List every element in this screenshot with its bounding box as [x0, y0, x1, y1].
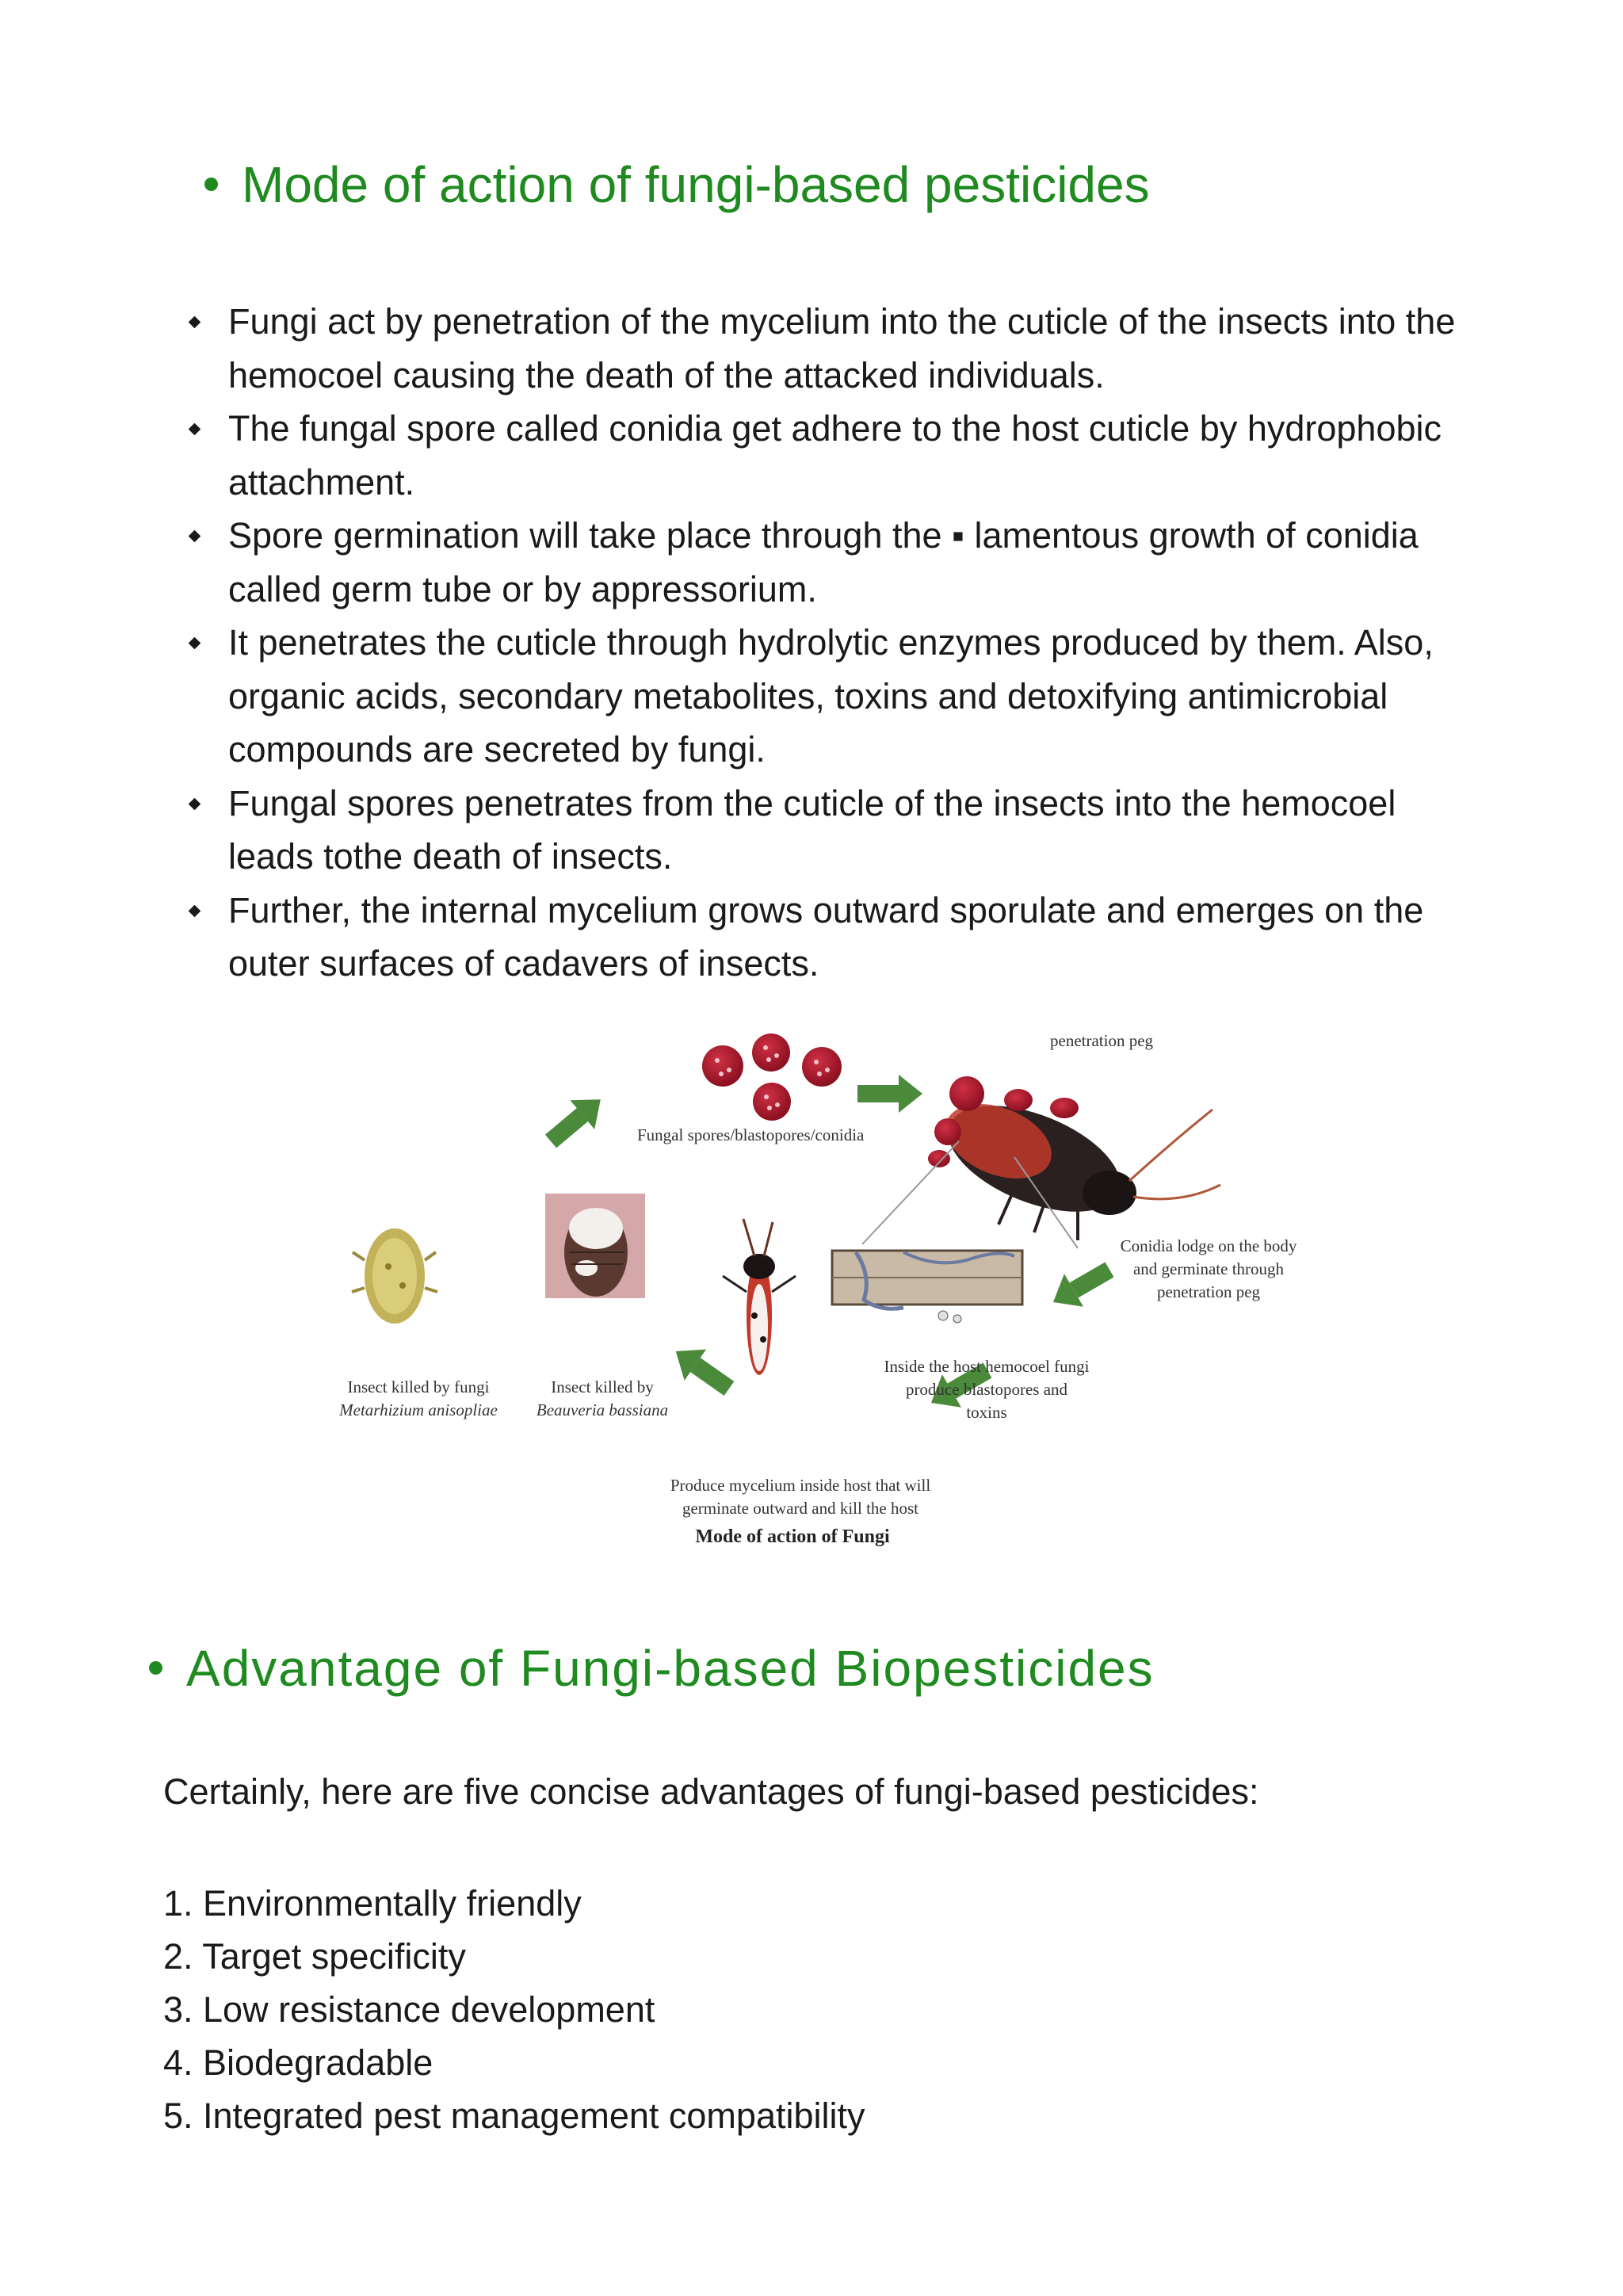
caption-line: germinate outward and kill the host: [682, 1499, 918, 1518]
species-name: Beauveria bassiana: [536, 1400, 669, 1419]
section-heading-advantages: [149, 1639, 1155, 1698]
diamond-bullet-icon: [189, 316, 201, 329]
advantages-intro: Certainly, here are five concise advantages of fungi-based pesticides:: [163, 1771, 1259, 1812]
diamond-bullet-icon: [189, 423, 201, 436]
heading-text: Advantage of Fungi-based Biopesticides: [186, 1640, 1155, 1697]
caption-line: Insect killed by fungi: [347, 1377, 490, 1396]
spores-cluster: [702, 1033, 842, 1121]
hemocoel-label: [864, 1355, 1109, 1424]
penetration-peg-label: penetration peg: [1050, 1031, 1154, 1050]
infected-insect-icon: [723, 1219, 796, 1375]
section-heading-mode-of-action: [204, 155, 1150, 214]
conidia-lodge-label: [1109, 1235, 1308, 1304]
list-item: 5. Integrated pest management compatibility: [163, 2095, 865, 2136]
diamond-bullet-icon: [189, 904, 201, 917]
metarhizium-label: [323, 1376, 514, 1422]
list-item: 3. Low resistance development: [163, 1989, 655, 2030]
mycelium-label: [650, 1474, 951, 1520]
list-item-text: Spore germination will take place through the ▪ lamentous growth of conidia called germ tube or by appressorium.: [228, 515, 1419, 609]
mode-of-action-figure: [317, 1014, 1331, 1577]
diamond-bullet-icon: [189, 637, 201, 650]
caption-line: toxins: [966, 1403, 1007, 1422]
list-item-text: Further, the internal mycelium grows outward sporulate and emerges on the outer surfaces of cadavers of insects.: [228, 889, 1424, 984]
bullet-icon: [149, 1661, 162, 1675]
spore-icon: [702, 1045, 743, 1087]
bullet-icon: [204, 178, 218, 191]
arrow-icon: [1044, 1253, 1119, 1319]
list-item-text: Fungi act by penetration of the mycelium into the cuticle of the insects into the hemocoel causing the death of the attacked individuals.: [228, 301, 1456, 395]
list-item: [190, 884, 1490, 991]
spore-icon: [802, 1047, 842, 1087]
list-item: 4. Biodegradable: [163, 2042, 433, 2083]
diamond-bullet-icon: [189, 530, 201, 543]
caption-line: penetration peg: [1156, 1282, 1261, 1301]
caption-line: [531, 1399, 674, 1422]
caption-line: Produce mycelium inside host that will: [670, 1476, 931, 1495]
caption-line: Conidia lodge on the body: [1120, 1236, 1297, 1255]
caption-line: Inside the host hemocoel fungi: [884, 1357, 1090, 1376]
arrow-icon: [857, 1075, 922, 1113]
caption-line: Insect killed by: [551, 1377, 654, 1396]
arrow-icon: [539, 1085, 613, 1156]
arrow-icon: [665, 1335, 740, 1404]
diamond-bullet-icon: [189, 797, 201, 810]
beetle-icon: [928, 1076, 1220, 1240]
list-item: 1. Environmentally friendly: [163, 1883, 582, 1924]
list-item: [190, 509, 1490, 616]
list-item: [190, 616, 1490, 777]
spore-icon: [752, 1033, 790, 1072]
beauveria-insect-icon: [545, 1194, 645, 1298]
heading-text: Mode of action of fungi-based pesticides: [242, 156, 1150, 213]
metarhizium-insect-icon: [352, 1228, 437, 1324]
list-item: [190, 295, 1490, 402]
species-name: Metarhizium anisopliae: [339, 1400, 498, 1419]
spore-icon: [753, 1083, 791, 1121]
list-item-text: It penetrates the cuticle through hydrolytic enzymes produced by them. Also, organic acids, secondary metabolites, toxins and detoxifying antimicrobial compounds are secreted by fungi.: [228, 622, 1434, 770]
list-item-text: The fungal spore called conidia get adhere to the host cuticle by hydrophobic attachment.: [228, 408, 1442, 502]
caption-line: [323, 1399, 514, 1422]
list-item: [190, 402, 1490, 509]
mode-of-action-list: [190, 295, 1490, 991]
figure-title: Mode of action of Fungi: [695, 1526, 890, 1547]
advantages-list: [163, 1877, 865, 2142]
list-item-text: Fungal spores penetrates from the cuticle of the insects into the hemocoel leads tothe death of insects.: [228, 782, 1396, 877]
caption-line: and germinate through: [1132, 1259, 1285, 1278]
caption-line: produce blastopores and: [905, 1380, 1068, 1399]
list-item: [190, 777, 1490, 884]
beauveria-label: [531, 1376, 674, 1422]
list-item: 2. Target specificity: [163, 1936, 466, 1977]
spores-label: Fungal spores/blastopores/conidia: [637, 1125, 865, 1144]
